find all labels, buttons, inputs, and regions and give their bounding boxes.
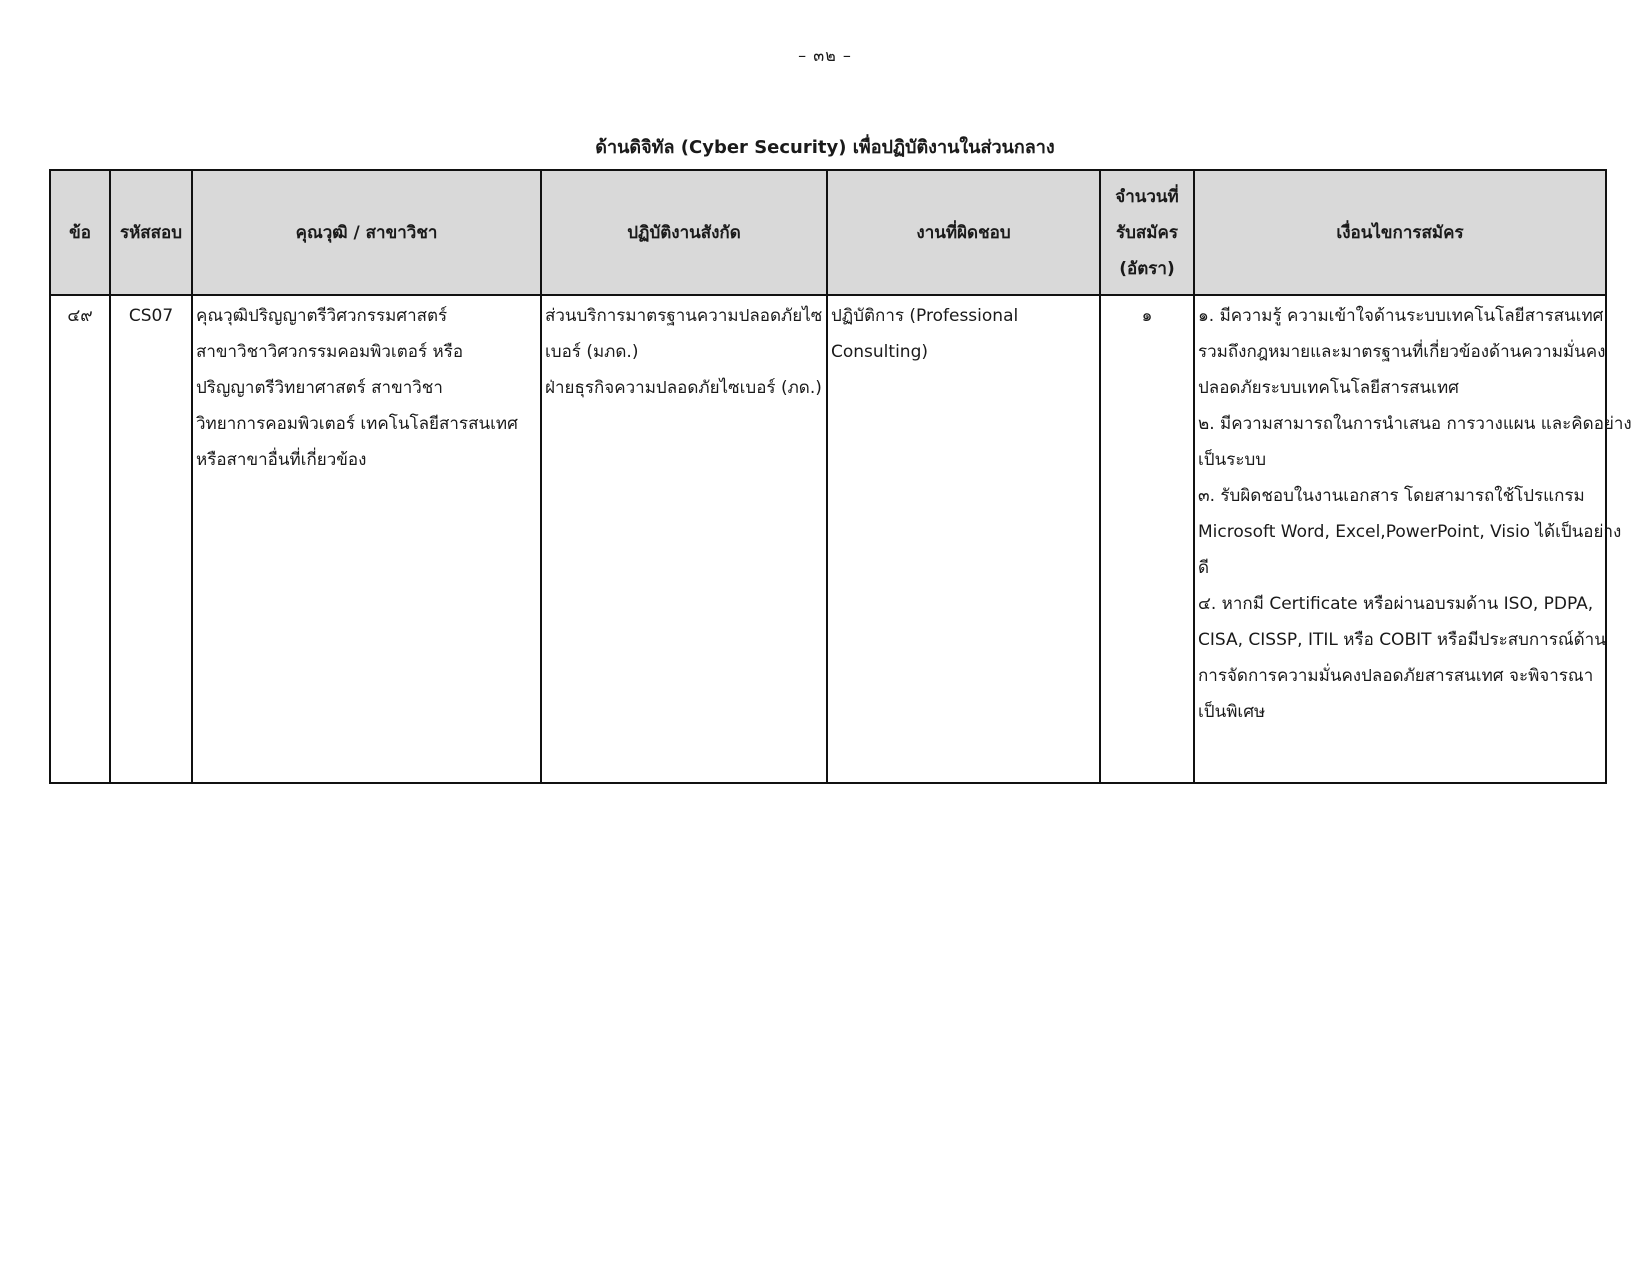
header-conditions: เงื่อนไขการสมัคร — [1194, 170, 1606, 295]
cell-department — [541, 295, 827, 783]
header-vacancies — [1100, 170, 1194, 295]
condition-line: ๑. มีความรู้ ความเข้าใจด้านระบบเทคโนโลยีสารสนเทศ — [1198, 306, 1604, 326]
cell-conditions — [1194, 295, 1632, 783]
condition-line: ๓. รับผิดชอบในงานเอกสาร โดยสามารถใช้โปรแกรม — [1198, 486, 1585, 506]
department-line: ฝ่ายธุรกิจความปลอดภัยไซเบอร์ (ภด.) — [545, 378, 822, 398]
qualification-line: วิทยาการคอมพิวเตอร์ เทคโนโลยีสารสนเทศ — [196, 414, 518, 434]
condition-line: CISA, CISSP, ITIL หรือ COBIT หรือมีประสบการณ์ด้าน — [1198, 630, 1606, 650]
responsibility-text: ปฏิบัติการ (Professional Consulting) — [831, 306, 1019, 362]
cell-qualification — [192, 295, 541, 783]
qualification-line: หรือสาขาอื่นที่เกี่ยวข้อง — [196, 450, 367, 470]
condition-line: ๒. มีความสามารถในการนำเสนอ การวางแผน และคิดอย่าง — [1198, 414, 1632, 434]
condition-line: เป็นพิเศษ — [1198, 702, 1266, 722]
positions-table — [49, 169, 1632, 784]
condition-line: ดี — [1198, 558, 1210, 578]
table-title: ด้านดิจิทัล (Cyber Security) เพื่อปฏิบัติงานในส่วนกลาง — [595, 137, 1055, 158]
header-vacancies-line: รับสมัคร — [1115, 222, 1178, 243]
page-number: – ๓๒ – — [798, 46, 852, 65]
condition-line: เป็นระบบ — [1198, 450, 1267, 470]
department-line: ส่วนบริการมาตรฐานความปลอดภัยไซ — [545, 306, 823, 326]
qualification-line: สาขาวิชาวิศวกรรมคอมพิวเตอร์ หรือ — [196, 342, 464, 362]
cell-code: CS07 — [110, 295, 192, 783]
header-vacancies-line: (อัตรา) — [1119, 258, 1175, 279]
condition-line: รวมถึงกฎหมายและมาตรฐานที่เกี่ยวข้องด้านความมั่นคง — [1198, 342, 1606, 362]
condition-line: ๔. หากมี Certificate หรือผ่านอบรมด้าน ISO, PDPA, — [1198, 594, 1594, 614]
cell-no: ๔๙ — [50, 295, 110, 783]
header-vacancies-line: จำนวนที่ — [1115, 186, 1179, 207]
header-qualification: คุณวุฒิ / สาขาวิชา — [192, 170, 541, 295]
header-department: ปฏิบัติงานสังกัด — [541, 170, 827, 295]
table-header-row — [50, 170, 1606, 295]
header-responsibility: งานที่ผิดชอบ — [827, 170, 1100, 295]
department-line: เบอร์ (มภด.) — [545, 342, 639, 362]
header-no: ข้อ — [50, 170, 110, 295]
qualification-line: ปริญญาตรีวิทยาศาสตร์ สาขาวิชา — [196, 378, 443, 398]
cell-vacancies: ๑ — [1100, 295, 1194, 783]
condition-line: การจัดการความมั่นคงปลอดภัยสารสนเทศ จะพิจารณา — [1198, 666, 1594, 686]
condition-line: Microsoft Word, Excel,PowerPoint, Visio ได้เป็นอย่าง — [1198, 522, 1622, 542]
table-row — [50, 295, 1606, 783]
header-code: รหัสสอบ — [110, 170, 192, 295]
qualification-line: คุณวุฒิปริญญาตรีวิศวกรรมศาสตร์ — [196, 306, 448, 326]
cell-responsibility — [827, 295, 1100, 783]
condition-line: ปลอดภัยระบบเทคโนโลยีสารสนเทศ — [1198, 378, 1459, 398]
